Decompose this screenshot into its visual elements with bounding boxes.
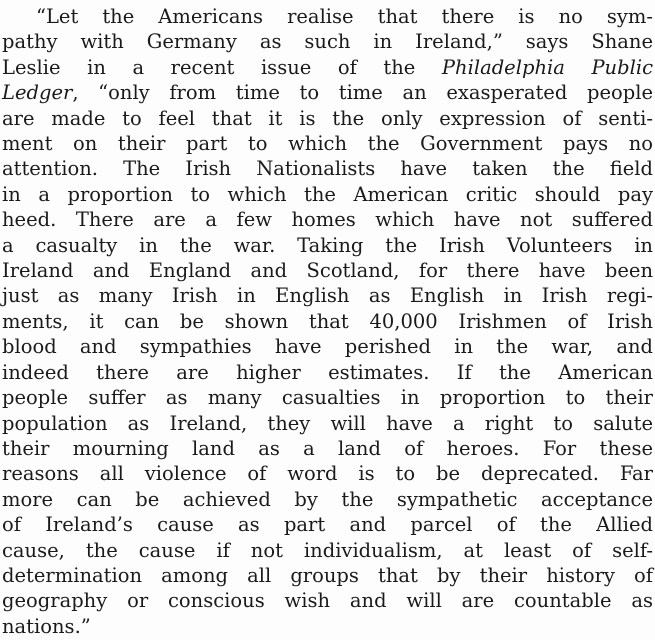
text-line-7: attention. The Irish Nationalists have taken the field [2, 157, 653, 181]
text-line-17: population as Ireland, they will have a right to salute [2, 411, 653, 435]
text-line-18: their mourning land as a land of heroes. For these [2, 436, 653, 460]
text-line-4 [2, 80, 653, 105]
text-line-4-rest: , “only from time to time an exasperated people [72, 81, 653, 105]
quote-paragraph [2, 4, 653, 639]
text-line-5: are made to feel that it is the only expression of senti- [2, 106, 653, 130]
text-line-2: pathy with Germany as such in Ireland,” says Shane [2, 30, 653, 54]
text-line-15: indeed there are higher estimates. If the American [2, 360, 653, 384]
text-line-8: in a proportion to which the American critic should pay [2, 182, 653, 206]
text-line-21: of Ireland’s cause as part and parcel of the Allied [2, 513, 653, 537]
text-line-23: determination among all groups that by their history of [2, 563, 653, 587]
text-line-22: cause, the cause if not individualism, at least of self- [2, 538, 653, 562]
text-line-14: blood and sympathies have perished in the war, and [2, 335, 653, 359]
text-line-20: more can be achieved by the sympathetic acceptance [2, 487, 653, 511]
text-line-25: nations.” [2, 614, 91, 638]
text-line-6: ment on their part to which the Government pays no [2, 132, 653, 156]
publication-name: Philadelphia Public [441, 55, 653, 79]
text-line-13: ments, it can be shown that 40,000 Irishmen of Irish [2, 309, 653, 333]
text-line-12: just as many Irish in English as English in Irish regi- [2, 284, 653, 308]
text-line-10: a casualty in the war. Taking the Irish Volunteers in [2, 233, 653, 257]
text-line-19: reasons all violence of word is to be deprecated. Far [2, 462, 653, 486]
text-line-1: “Let the Americans realise that there is no sym- [36, 5, 653, 28]
text-line-24: geography or conscious wish and will are countable as [2, 589, 653, 613]
text-line-3 [2, 55, 653, 80]
text-line-9: heed. There are a few homes which have not suffered [2, 208, 653, 232]
text-line-3-start: Leslie in a recent issue of the [2, 55, 442, 79]
publication-name-end: Ledger [2, 81, 73, 105]
text-line-16: people suffer as many casualties in proportion to their [2, 386, 653, 410]
text-line-11: Ireland and England and Scotland, for there have been [2, 259, 653, 283]
